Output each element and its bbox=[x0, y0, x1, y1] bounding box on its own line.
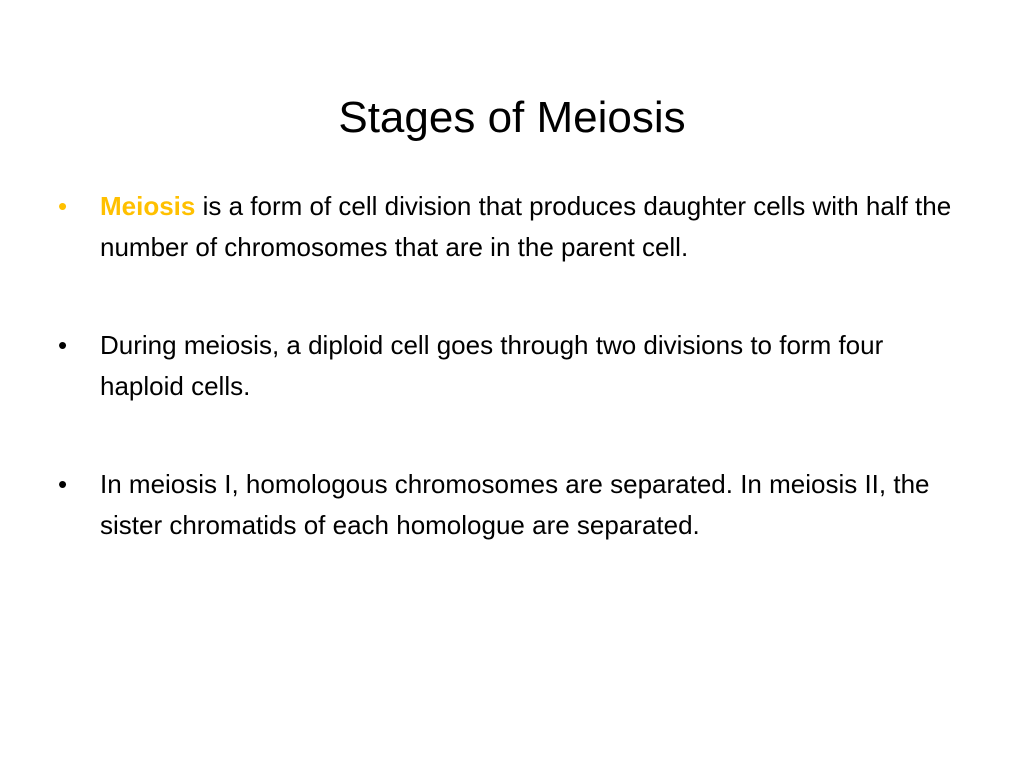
bullet-dot-icon: • bbox=[58, 469, 68, 499]
bullet-text: In meiosis I, homologous chromosomes are separated. In meiosis II, the sister chromatids of each homologue are separated. bbox=[100, 469, 930, 540]
bullet-text: During meiosis, a diploid cell goes through two divisions to form four haploid cells. bbox=[100, 330, 884, 401]
bullet-item-3 bbox=[58, 464, 958, 546]
bullet-dot-icon: • bbox=[58, 330, 68, 360]
bullet-item-2 bbox=[58, 325, 958, 407]
highlight-term: Meiosis bbox=[100, 191, 196, 221]
bullet-text: is a form of cell division that produces daughter cells with half the number of chromosomes that are in the parent cell. bbox=[100, 191, 952, 262]
slide-title: Stages of Meiosis bbox=[338, 93, 686, 142]
bullet-list bbox=[58, 186, 958, 546]
bullet-dot-icon: • bbox=[58, 191, 68, 221]
bullet-item-1 bbox=[58, 186, 958, 268]
